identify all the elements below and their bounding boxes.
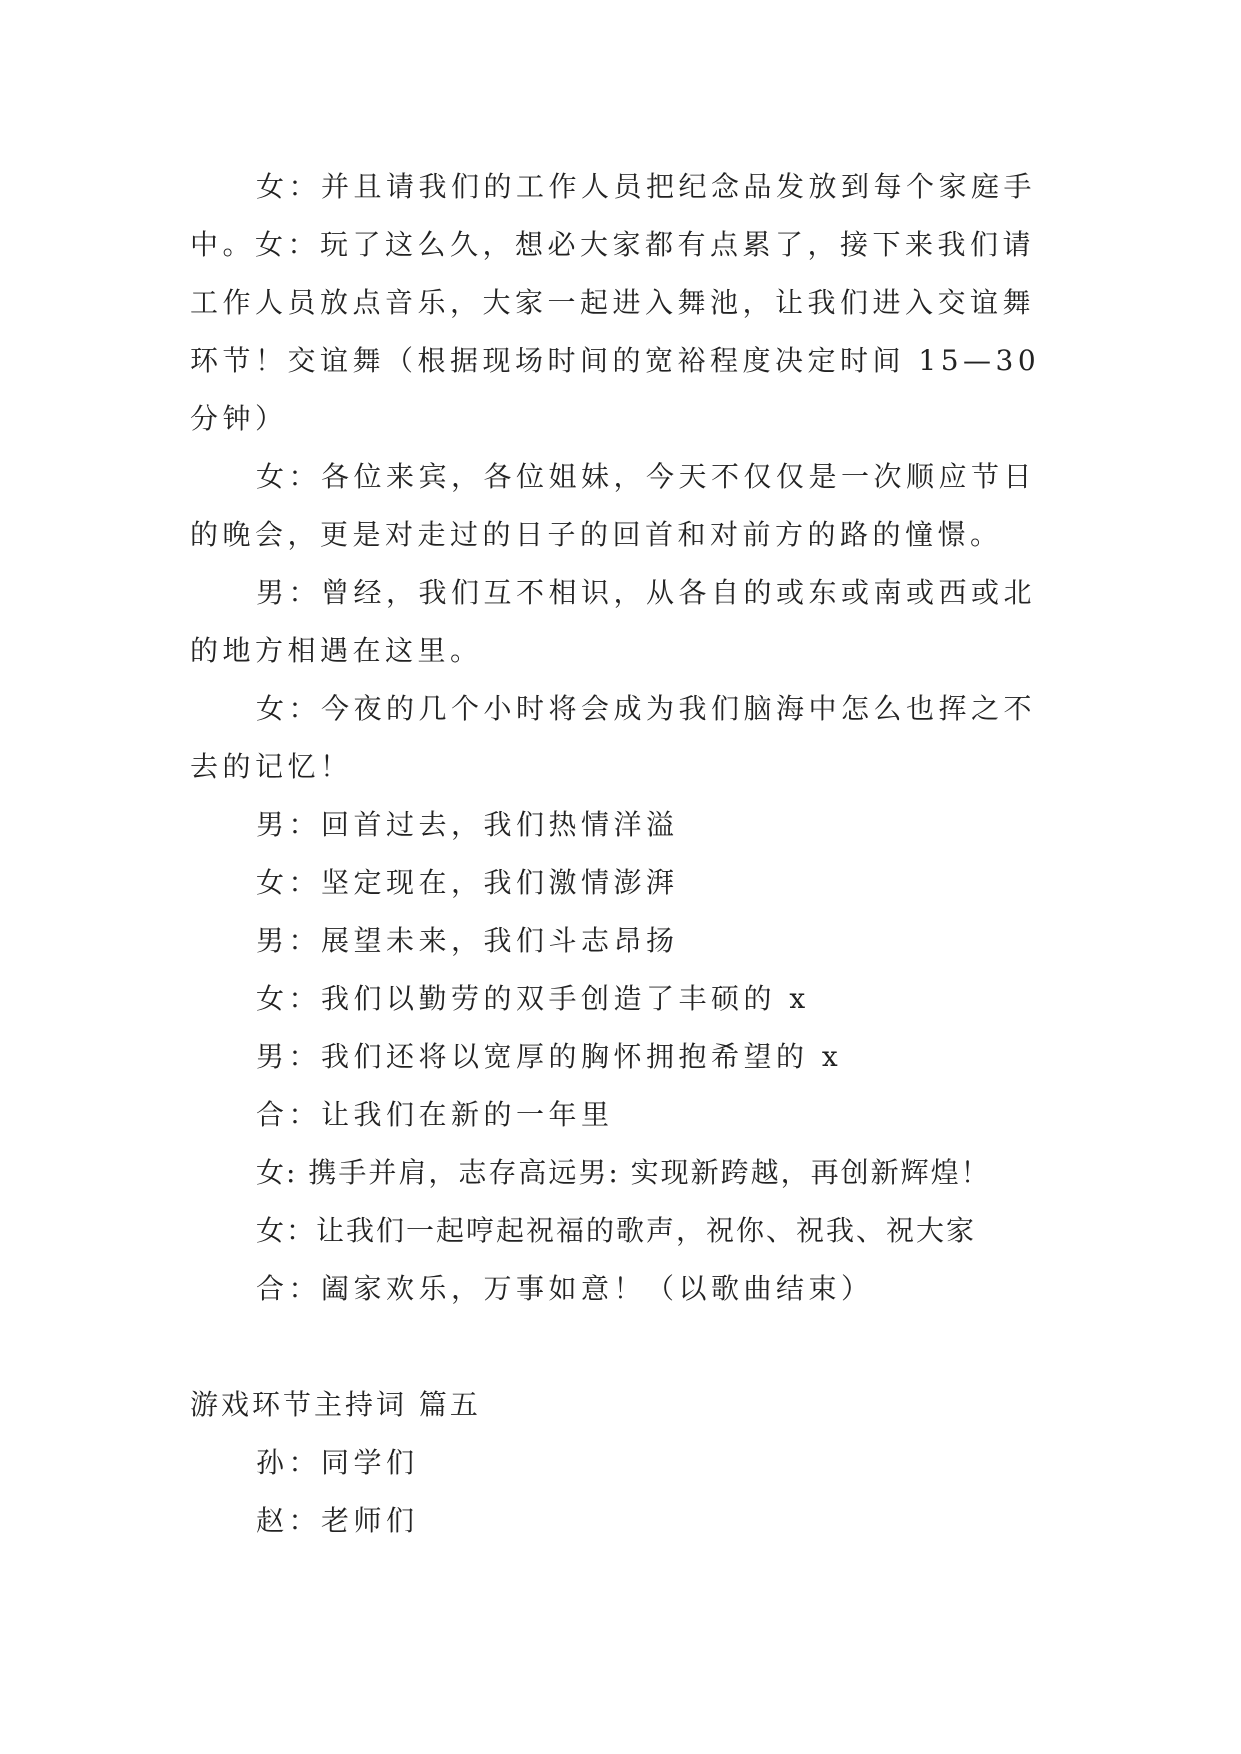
paragraph: 男：曾经，我们互不相识，从各自的或东或南或西或北的地方相遇在这里。 (190, 576, 1037, 667)
paragraph: 男：我们还将以宽厚的胸怀拥抱希望的 x (256, 1040, 843, 1073)
paragraph: 女: 携手并肩，志存高远男: 实现新跨越，再创新辉煌！ (256, 1156, 991, 1189)
paragraph: 女：坚定现在，我们激情澎湃 (256, 866, 679, 899)
paragraph: 女：让我们一起哼起祝福的歌声，祝你、祝我、祝大家 (256, 1214, 977, 1247)
section-heading: 游戏环节主持词 篇五 (190, 1388, 481, 1421)
paragraph: 女：并且请我们的工作人员把纪念品发放到每个家庭手中。女：玩了这么久，想必大家都有点累了，接下来我们请工作人员放点音乐，大家一起进入舞池，让我们进入交谊舞环节！交谊舞（根据现场时间的宽裕程度决定时间 15—30 分钟） (190, 170, 1041, 435)
document-body (190, 158, 1050, 1550)
paragraph: 合：阖家欢乐，万事如意！（以歌曲结束） (256, 1272, 874, 1305)
paragraph: 合：让我们在新的一年里 (256, 1098, 614, 1131)
paragraph: 男：回首过去，我们热情洋溢 (256, 808, 679, 841)
paragraph: 男：展望未来，我们斗志昂扬 (256, 924, 679, 957)
paragraph: 女：我们以勤劳的双手创造了丰硕的 x (256, 982, 810, 1015)
paragraph: 女：今夜的几个小时将会成为我们脑海中怎么也挥之不去的记忆！ (190, 692, 1037, 783)
paragraph: 女：各位来宾，各位姐妹，今天不仅仅是一次顺应节日的晚会，更是对走过的日子的回首和对前方的路的憧憬。 (190, 460, 1037, 551)
paragraph: 赵：老师们 (256, 1504, 419, 1537)
paragraph: 孙：同学们 (256, 1446, 419, 1479)
section-gap (190, 1318, 1050, 1376)
